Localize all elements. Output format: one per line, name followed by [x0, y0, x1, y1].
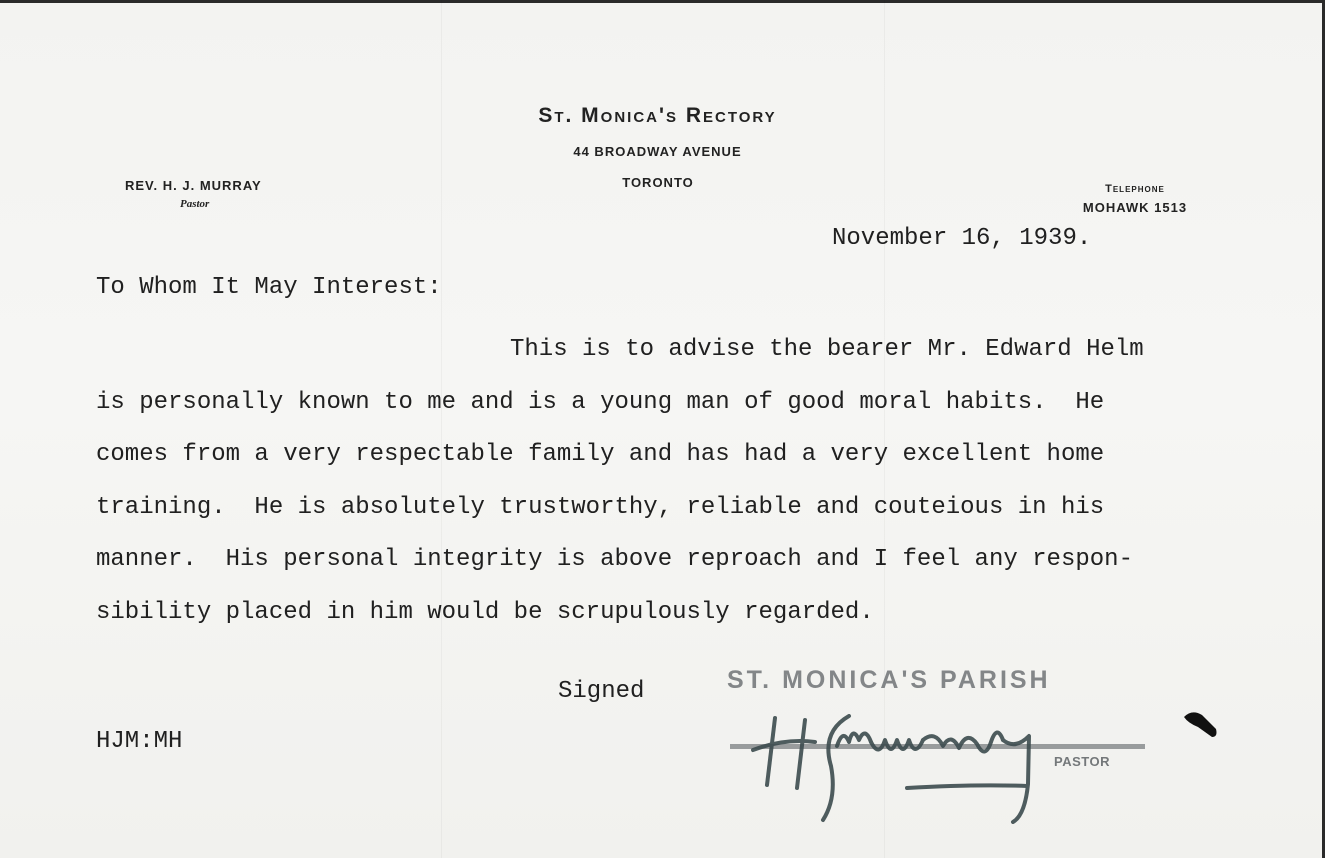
page-edge-top: [0, 0, 1325, 3]
body-line: sibility placed in him would be scrupulously regarded.: [96, 598, 874, 626]
body-line: is personally known to me and is a young man of good moral habits. He: [96, 388, 1105, 416]
letterhead-city: TORONTO: [622, 175, 694, 190]
letter-date: November 16, 1939.: [832, 225, 1092, 252]
body-line: training. He is absolutely trustworthy, reliable and couteious in his: [96, 493, 1105, 521]
letter-body: [96, 330, 1144, 645]
body-line: This is to advise the bearer Mr. Edward Helm: [510, 336, 1144, 363]
stamp-pastor-title: PASTOR: [1054, 754, 1110, 769]
letter-salutation: To Whom It May Interest:: [96, 274, 442, 301]
letterhead-pastor-title: Pastor: [180, 198, 210, 210]
body-line: manner. His personal integrity is above reproach and I feel any respon-: [96, 546, 1133, 573]
letterhead-address: 44 BROADWAY AVENUE: [573, 144, 742, 159]
letterhead-telephone-number: MOHAWK 1513: [1082, 200, 1188, 215]
ink-smudge: [1180, 703, 1222, 743]
letterhead-pastor-name: REV. H. J. MURRAY: [125, 178, 262, 193]
parish-stamp: ST. MONICA'S PARISH: [727, 666, 1051, 694]
handwritten-signature: [745, 680, 1065, 830]
typist-initials: HJM:MH: [96, 728, 183, 755]
signed-label: Signed: [558, 678, 645, 705]
letterhead-telephone-label: Telephone: [1105, 183, 1165, 195]
body-line: comes from a very respectable family and has had a very excellent home: [96, 441, 1105, 468]
letterhead-name: St. Monica's Rectory: [538, 104, 777, 127]
